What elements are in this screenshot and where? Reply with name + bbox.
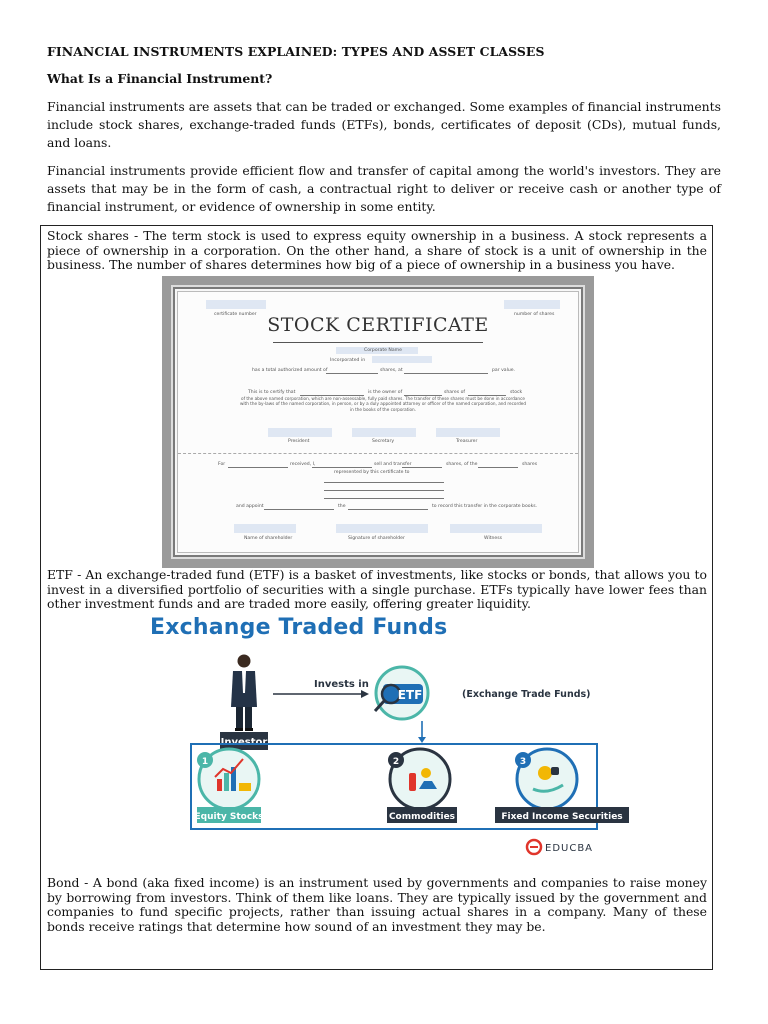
item-2-label: Commodities	[388, 812, 456, 822]
item-3-label: Fixed Income Securities	[501, 812, 623, 822]
etf-badge	[375, 667, 428, 719]
for-label: For	[218, 462, 226, 467]
transferee-line-1	[324, 482, 444, 483]
authorized-line	[326, 373, 378, 374]
appoint-label: and appoint	[236, 504, 264, 509]
intro-paragraph-1: Financial instruments are assets that can be traded or exchanged. Some examples of financial instruments include stock shares, exchange-traded funds (ETFs), bonds, certificates of deposit (CDs), mutual funds, and loans.	[47, 99, 721, 151]
document-heading: FINANCIAL INSTRUMENTS EXPLAINED: TYPES AND ASSET CLASSES	[47, 44, 545, 59]
fixed-income-item	[495, 749, 629, 823]
infographic-title: Exchange Traded Funds	[150, 615, 448, 640]
certificate-number-label: certificate number	[214, 312, 257, 317]
certify-label: This is to certify that	[248, 390, 296, 395]
transferee-line-2	[324, 490, 444, 491]
educba-logo	[527, 840, 593, 854]
transfer-count-line	[402, 467, 442, 468]
item-3-number: 3	[519, 757, 527, 767]
stock-certificate-image	[162, 276, 594, 568]
seller-line	[312, 467, 372, 468]
corporate-name-label: Corporate Name	[364, 348, 402, 353]
certificate-body	[177, 291, 579, 553]
shares-end-label: shares	[522, 462, 538, 467]
represented-label: represented by this certificate to	[334, 470, 410, 475]
down-arrow-head	[418, 737, 426, 743]
infographic-drawing	[147, 613, 623, 865]
authorized-shares-label: shares, at	[380, 368, 403, 373]
etf-badge-label: ETF	[397, 688, 423, 702]
certificate-title: STOCK CERTIFICATE	[267, 314, 489, 336]
transfer-class-line	[478, 467, 518, 468]
item-1-label: Equity Stocks	[194, 812, 264, 822]
brand-name: EDUCBA	[545, 843, 594, 854]
item-2-number: 2	[392, 757, 400, 767]
invests-arrow-head	[361, 690, 369, 698]
shares-of-the-label: shares, of the	[446, 462, 478, 467]
intro-paragraph-2: Financial instruments provide efficient flow and transfer of capital among the world's investors. They are assets that may be in the form of cash, a contractual right to deliver or receive cash or another type of financial instrument, or evidence of ownership in some entity.	[47, 163, 721, 215]
investor-figure	[231, 655, 257, 732]
number-of-shares-label: number of shares	[514, 312, 555, 317]
authorized-label: has a total authorized amount of	[252, 368, 328, 373]
etf-infographic	[147, 613, 623, 865]
equity-stocks-item	[194, 749, 263, 823]
president-sign-field	[268, 428, 332, 437]
investor-label: Investor	[220, 737, 268, 748]
shares-of-label: shares of	[444, 390, 466, 395]
detach-line	[178, 453, 578, 454]
secretary-sign-field	[352, 428, 416, 437]
shareholder-signature-field	[336, 524, 428, 533]
etf-text: ETF - An exchange-traded fund (ETF) is a basket of investments, like stocks or bonds, that allows you to invest in a diversified portfolio of securities with a single purchase. ETFs typically have lower fees than other investment funds and are traded more easily, offering greater liquidity.	[47, 567, 707, 612]
record-transfer-label: to record this transfer in the corporate books.	[432, 504, 538, 509]
number-of-shares-field	[504, 300, 560, 309]
shareholder-name-field	[234, 524, 296, 533]
etf-full-name: (Exchange Trade Funds)	[462, 689, 591, 700]
for-line	[228, 467, 288, 468]
owner-of-label: is the owner of	[368, 390, 403, 395]
invests-in-label: Invests in	[314, 679, 369, 690]
appoint-the-label: the	[338, 504, 346, 509]
appointee-line	[264, 509, 334, 510]
incorporated-label: Incorporated in	[330, 358, 366, 363]
title-underline	[273, 342, 483, 343]
received-label: received, I,	[290, 462, 316, 467]
bond-text: Bond - A bond (aka fixed income) is an instrument used by governments and companies to raise money by borrowing from investors. Think of them like loans. They are typically issued by the government and companies to fund specific projects, rather than issuing actual shares in a company. Many of these bonds receive ratings that determine how sound of an investment they may be.	[47, 875, 707, 934]
instrument-types-box	[40, 225, 713, 970]
shareholder-name-label: Name of shareholder	[244, 536, 293, 541]
par-value-label: par value.	[492, 368, 516, 373]
commodities-item	[387, 749, 457, 823]
treasurer-sign-field	[436, 428, 500, 437]
stock-shares-text: Stock shares - The term stock is used to express equity ownership in a business. A stock represents a piece of ownership in a corporation. On the other hand, a share of stock is a unit of ownership in the business. The number of shares determines how big of a piece of ownership in a business you have.	[47, 228, 707, 273]
section-heading: What Is a Financial Instrument?	[47, 71, 273, 86]
certificate-number-field	[206, 300, 266, 309]
shareholder-signature-label: Signature of shareholder	[348, 536, 405, 541]
witness-field	[450, 524, 542, 533]
transferee-line-3	[324, 498, 444, 499]
treasurer-label: Treasurer	[456, 439, 478, 444]
stock-label: stock	[510, 390, 523, 395]
witness-label: Witness	[484, 536, 503, 541]
par-value-line	[404, 373, 488, 374]
attorney-line	[348, 509, 428, 510]
incorporated-field	[372, 356, 432, 363]
item-1-number: 1	[201, 757, 209, 767]
president-label: President	[288, 439, 310, 444]
certificate-terms: of the above named corporation, which are non-assessable, fully paid shares. The transfer of these shares must be done in accordance with the by-laws of the named corporation, in person, or by a duly appointed attorney or officer of the named corporation, and recorded in the books of the corporation.	[239, 396, 527, 412]
sell-transfer-label: sell and transfer	[374, 462, 412, 467]
secretary-label: Secretary	[372, 439, 395, 444]
